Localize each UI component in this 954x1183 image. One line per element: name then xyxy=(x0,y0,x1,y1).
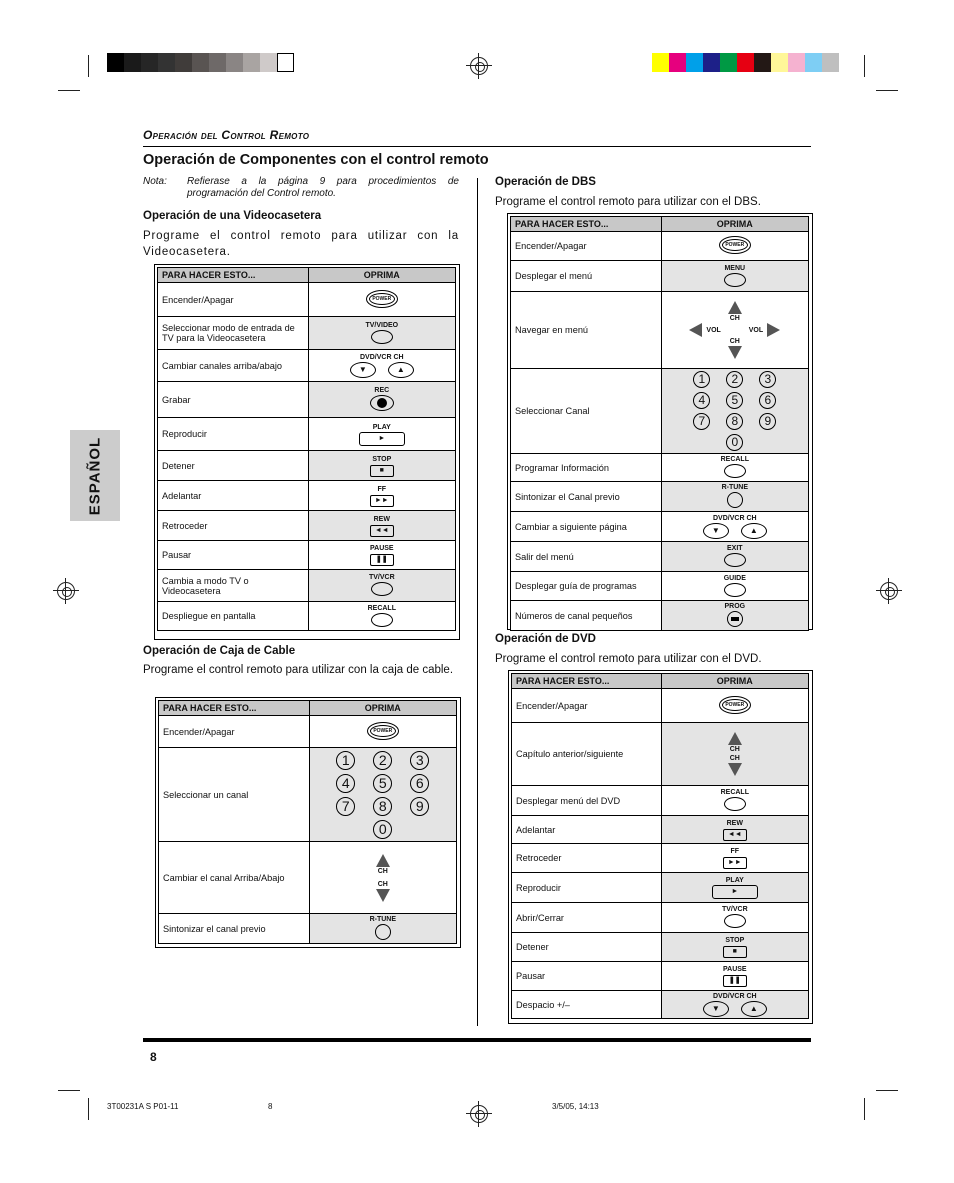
crop-mark xyxy=(58,1090,80,1091)
key-label: TV/VCR xyxy=(721,906,748,913)
key-label: CH xyxy=(729,315,740,322)
table-cell: Retroceder xyxy=(512,844,662,873)
table-cell: Cambiar a siguiente página xyxy=(511,512,662,542)
cable-col-press: OPRIMA xyxy=(309,701,456,716)
bottom-rule xyxy=(143,1038,811,1042)
table-cell: Detener xyxy=(158,451,309,481)
ch-down-icon xyxy=(728,346,742,359)
footer-page: 8 xyxy=(268,1102,273,1111)
vcr-col-press: OPRIMA xyxy=(308,268,455,283)
footer-code: 3T00231A S P01-11 xyxy=(107,1102,179,1111)
key-label: RECALL xyxy=(720,789,749,796)
page-number: 8 xyxy=(150,1050,157,1064)
pause-button-icon: ❚❚ xyxy=(723,975,747,987)
color-swatch xyxy=(754,53,771,72)
oval-button-icon xyxy=(724,797,746,811)
dvd-col-action: PARA HACER ESTO... xyxy=(512,674,662,689)
key-label: PLAY xyxy=(372,423,391,431)
table-cell: Despacio +/– xyxy=(512,991,662,1019)
page-heading: Operación de Componentes con el control remoto xyxy=(143,152,489,168)
crop-mark xyxy=(876,1090,898,1091)
dbs-col-press: OPRIMA xyxy=(661,217,808,232)
table-cell: Cambiar el canal Arriba/Abajo xyxy=(159,842,310,914)
table-cell: Abrir/Cerrar xyxy=(512,903,662,933)
cable-intro: Programe el control remoto para utilizar con la caja de cable. xyxy=(143,664,454,676)
key-label: CH xyxy=(729,746,740,753)
ch-down-button-icon: ▼ xyxy=(703,523,729,539)
key-label: PAUSE xyxy=(722,966,747,973)
digit-button: 1 xyxy=(693,371,710,388)
vcr-intro: Programe el control remoto para utilizar con la Videocasetera. xyxy=(143,230,459,258)
color-swatch xyxy=(209,53,226,72)
power-button-icon xyxy=(366,290,398,308)
color-swatch xyxy=(805,53,822,72)
registration-mark-icon xyxy=(57,582,75,600)
oval-button-icon xyxy=(371,330,393,344)
color-swatch xyxy=(788,53,805,72)
table-cell: Sintonizar el Canal previo xyxy=(511,482,662,512)
key-label: R-TUNE xyxy=(369,916,397,923)
fast-forward-button-icon: ►► xyxy=(370,495,394,507)
digit-button: 4 xyxy=(336,774,355,793)
ch-up-button-icon: ▲ xyxy=(741,523,767,539)
cable-table xyxy=(158,700,457,944)
key-label: STOP xyxy=(372,455,392,463)
round-button-icon xyxy=(375,924,391,940)
key-label: REW xyxy=(726,819,743,827)
digit-button: 5 xyxy=(726,392,743,409)
vol-label: VOL xyxy=(706,326,721,334)
number-keypad xyxy=(661,369,808,454)
key-label: R-TUNE xyxy=(721,484,749,491)
power-button-icon xyxy=(719,236,751,254)
key-label: CH xyxy=(729,755,740,762)
color-swatch xyxy=(107,53,124,72)
vcr-table xyxy=(157,267,456,631)
ch-down-icon xyxy=(376,889,390,902)
power-button-icon xyxy=(719,696,751,714)
table-cell: Cambiar canales arriba/abajo xyxy=(158,350,309,382)
table-cell: Reproducir xyxy=(512,873,662,903)
oval-button-icon xyxy=(724,464,746,478)
color-swatch xyxy=(720,53,737,72)
crop-mark xyxy=(88,1098,89,1120)
vcr-title: Operación de una Videocasetera xyxy=(143,210,322,222)
digit-button: 8 xyxy=(726,413,743,430)
play-button-icon: ► xyxy=(359,432,405,446)
dbs-table xyxy=(510,216,809,631)
crop-mark xyxy=(88,55,89,77)
digit-button: 6 xyxy=(759,392,776,409)
table-cell: Detener xyxy=(512,933,662,962)
dvd-col-press: OPRIMA xyxy=(661,674,808,689)
key-label: TV/VCR xyxy=(368,574,395,581)
key-label: EXIT xyxy=(727,545,743,552)
key-label: CH xyxy=(729,338,740,345)
color-swatch xyxy=(260,53,277,72)
note-label: Nota: xyxy=(143,176,167,187)
color-swatch xyxy=(822,53,839,72)
stop-button-icon: ■ xyxy=(370,465,394,477)
key-label: RECALL xyxy=(367,604,396,612)
pause-button-icon: ❚❚ xyxy=(370,554,394,566)
ch-up-button-icon: ▲ xyxy=(741,1001,767,1017)
key-label: STOP xyxy=(725,937,745,944)
number-keypad xyxy=(309,748,456,842)
language-tab xyxy=(70,430,120,521)
color-swatch xyxy=(226,53,243,72)
play-button-icon: ► xyxy=(712,885,758,899)
color-swatch xyxy=(771,53,788,72)
record-button-icon xyxy=(370,395,394,411)
registration-mark-icon xyxy=(470,57,488,75)
registration-mark-icon xyxy=(470,1105,488,1123)
color-swatch xyxy=(703,53,720,72)
digit-button: 5 xyxy=(373,774,392,793)
ch-down-button-icon: ▼ xyxy=(350,362,376,378)
table-cell: Desplegar guía de programas xyxy=(511,572,662,601)
note-text: Refierase a la página 9 para procedimientos de programación del Control remoto. xyxy=(187,176,459,199)
color-swatch xyxy=(158,53,175,72)
top-rule xyxy=(143,146,811,147)
key-label: CH xyxy=(377,880,388,888)
table-cell: Números de canal pequeños xyxy=(511,601,662,631)
digit-button: 2 xyxy=(373,751,392,770)
digit-button: 0 xyxy=(373,820,392,839)
table-cell: Sintonizar el canal previo xyxy=(159,914,310,944)
vol-label: VOL xyxy=(748,326,764,334)
ch-down-button-icon: ▼ xyxy=(703,1001,729,1017)
key-label: PROG xyxy=(724,603,746,610)
dbs-col-action: PARA HACER ESTO... xyxy=(511,217,662,232)
table-cell: Encender/Apagar xyxy=(511,232,662,261)
key-label: FF xyxy=(377,485,387,493)
ch-up-button-icon: ▲ xyxy=(388,362,414,378)
key-label: MENU xyxy=(724,264,746,272)
color-swatch xyxy=(175,53,192,72)
column-divider xyxy=(477,178,478,1026)
table-cell: Navegar en menú xyxy=(511,292,662,369)
color-swatch xyxy=(652,53,669,72)
key-label: DVD/VCR CH xyxy=(360,354,404,361)
dvd-intro: Programe el control remoto para utilizar con el DVD. xyxy=(495,653,762,665)
cable-title: Operación de Caja de Cable xyxy=(143,645,296,657)
table-cell: Despliegue en pantalla xyxy=(158,602,309,631)
key-label: TV/VIDEO xyxy=(365,321,399,329)
language-tab-label: ESPAÑOL xyxy=(86,436,104,516)
digit-button: 3 xyxy=(759,371,776,388)
oval-button-icon xyxy=(371,613,393,627)
table-cell: Pausar xyxy=(512,962,662,991)
section-title: Operación del Control Remoto xyxy=(143,128,310,142)
table-cell: Encender/Apagar xyxy=(159,716,310,748)
footer-date: 3/5/05, 14:13 xyxy=(552,1102,599,1111)
key-label: DVD/VCR CH xyxy=(713,515,757,522)
color-swatch xyxy=(686,53,703,72)
digit-button: 1 xyxy=(336,751,355,770)
color-swatch xyxy=(192,53,209,72)
round-button-icon xyxy=(727,492,743,508)
digit-button: 8 xyxy=(373,797,392,816)
digit-button: 7 xyxy=(336,797,355,816)
ch-up-icon xyxy=(728,732,742,745)
digit-button: 7 xyxy=(693,413,710,430)
key-label: CH xyxy=(377,867,388,875)
color-swatch xyxy=(124,53,141,72)
crop-mark xyxy=(876,90,898,91)
vol-left-icon xyxy=(689,323,702,337)
table-cell: Salir del menú xyxy=(511,542,662,572)
table-cell: Adelantar xyxy=(512,816,662,844)
color-swatch xyxy=(277,53,294,72)
oval-button-icon xyxy=(724,583,746,597)
process-color-bar xyxy=(652,53,839,72)
table-cell: Adelantar xyxy=(158,481,309,511)
power-button-icon xyxy=(367,722,399,740)
registration-mark-icon xyxy=(880,582,898,600)
oval-button-icon xyxy=(371,582,393,596)
digit-button: 9 xyxy=(759,413,776,430)
digit-button: 6 xyxy=(410,774,429,793)
ch-down-icon xyxy=(728,763,742,776)
key-label: PAUSE xyxy=(369,545,394,552)
ch-up-icon xyxy=(376,854,390,867)
table-cell: Pausar xyxy=(158,541,309,570)
oval-button-icon xyxy=(724,914,746,928)
crop-mark xyxy=(58,90,80,91)
stop-button-icon: ■ xyxy=(723,946,747,958)
dbs-title: Operación de DBS xyxy=(495,176,596,188)
color-swatch xyxy=(737,53,754,72)
table-cell: Desplegar menú del DVD xyxy=(512,786,662,816)
key-label: PLAY xyxy=(725,877,744,884)
rewind-button-icon: ◄◄ xyxy=(723,829,747,841)
key-label: REW xyxy=(373,515,390,523)
crop-mark xyxy=(864,55,865,77)
note xyxy=(143,176,459,200)
table-cell: Programar Información xyxy=(511,454,662,482)
color-swatch xyxy=(141,53,158,72)
table-cell: Cambia a modo TV o Videocasetera xyxy=(158,570,309,602)
digit-button: 2 xyxy=(726,371,743,388)
dvd-table xyxy=(511,673,809,1019)
key-label: GUIDE xyxy=(723,574,746,582)
crop-mark xyxy=(864,1098,865,1120)
key-label: REC xyxy=(374,387,390,394)
table-cell: Encender/Apagar xyxy=(158,283,309,317)
table-cell: Grabar xyxy=(158,382,309,418)
prog-button-icon xyxy=(727,611,743,627)
vcr-col-action: PARA HACER ESTO... xyxy=(158,268,309,283)
color-swatch xyxy=(243,53,260,72)
oval-button-icon xyxy=(724,553,746,567)
dbs-intro: Programe el control remoto para utilizar con el DBS. xyxy=(495,196,761,208)
fast-forward-button-icon: ►► xyxy=(723,857,747,869)
table-cell: Capítulo anterior/siguiente xyxy=(512,723,662,786)
oval-button-icon xyxy=(724,273,746,287)
digit-button: 4 xyxy=(693,392,710,409)
table-cell: Seleccionar un canal xyxy=(159,748,310,842)
table-cell: Seleccionar Canal xyxy=(511,369,662,454)
table-cell: Desplegar el menú xyxy=(511,261,662,292)
key-label: FF xyxy=(730,848,740,855)
dvd-title: Operación de DVD xyxy=(495,633,596,645)
rewind-button-icon: ◄◄ xyxy=(370,525,394,537)
ch-up-icon xyxy=(728,301,742,314)
digit-button: 9 xyxy=(410,797,429,816)
vol-right-icon xyxy=(767,323,780,337)
digit-button: 3 xyxy=(410,751,429,770)
key-label: RECALL xyxy=(720,456,749,463)
key-label: DVD/VCR CH xyxy=(713,993,757,1000)
gray-color-bar xyxy=(107,53,294,72)
table-cell: Seleccionar modo de entrada de TV para la Videocasetera xyxy=(158,317,309,350)
color-swatch xyxy=(669,53,686,72)
table-cell: Encender/Apagar xyxy=(512,689,662,723)
cable-col-action: PARA HACER ESTO... xyxy=(159,701,310,716)
digit-button: 0 xyxy=(726,434,743,451)
table-cell: Retroceder xyxy=(158,511,309,541)
table-cell: Reproducir xyxy=(158,418,309,451)
